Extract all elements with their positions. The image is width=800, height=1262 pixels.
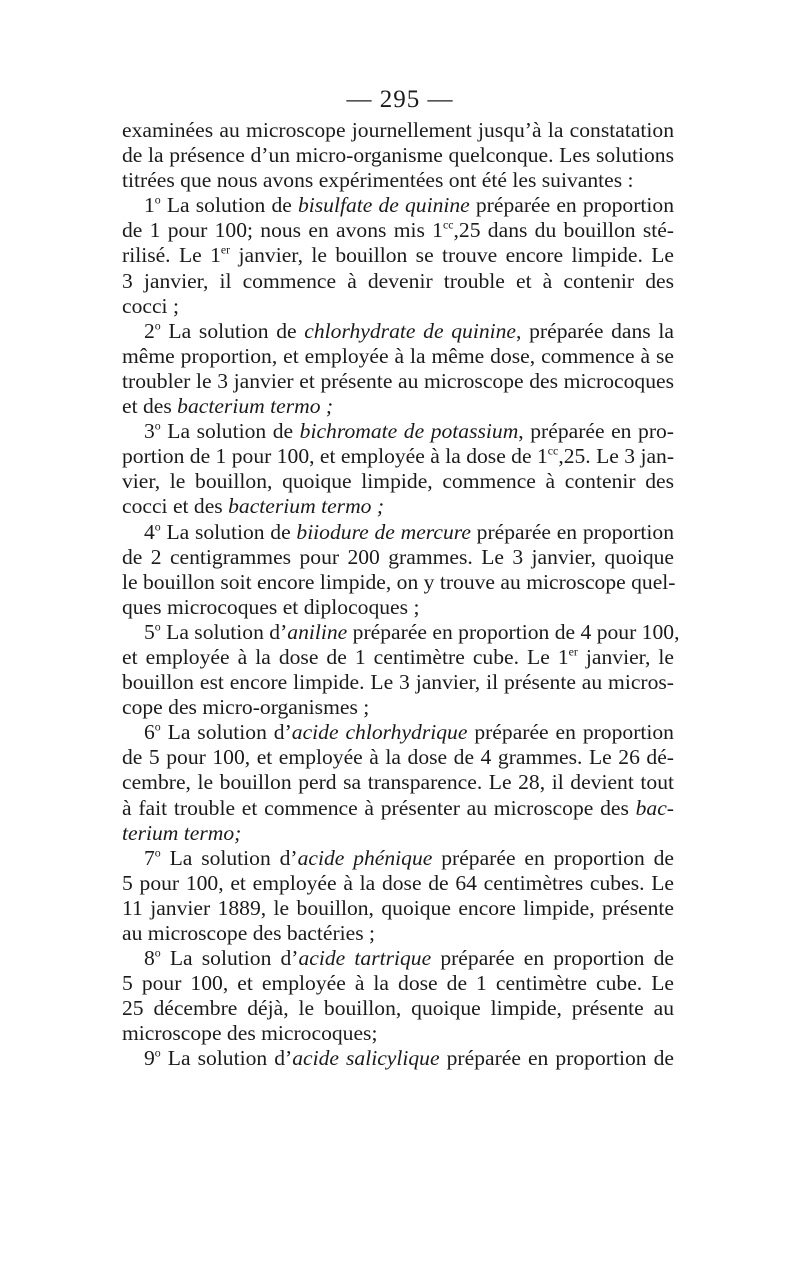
italic-term: biiodure de mercure (296, 519, 471, 544)
text-run: , préparée en pro- (518, 419, 675, 444)
superscript: o (154, 318, 161, 333)
text-run: titrées que nous avons expérimentées ont été les suivantes : (122, 168, 634, 193)
paragraph-item-5 (122, 619, 680, 720)
text-line (122, 394, 674, 419)
text-run: vier, le bouillon, quoique limpide, commence à contenir des (122, 469, 674, 494)
text-line (122, 469, 674, 494)
text-run: 5 pour 100, et employée à la dose de 1 centimètre cube. Le (122, 971, 674, 996)
text-run: de 2 centigrammes pour 200 grammes. Le 3 janvier, quoique (122, 544, 674, 569)
paragraph-item-3 (122, 419, 674, 519)
superscript: er (220, 243, 231, 258)
text-line (122, 695, 674, 720)
text-line (122, 243, 674, 268)
text-line (122, 444, 674, 469)
italic-term: acide salicylique (292, 1046, 440, 1071)
text-run: de la présence d’un micro-organisme quelconque. Les solutions (122, 143, 674, 168)
text-run: , préparée dans la (516, 318, 674, 343)
text-run: 7 (144, 845, 155, 870)
text-line (122, 745, 674, 770)
text-run: cope des micro-organismes ; (122, 695, 370, 720)
text-line (122, 168, 674, 193)
text-run: rilisé. Le 1 (122, 243, 221, 268)
text-run: et des (122, 394, 178, 419)
text-line (122, 996, 674, 1021)
text-run: 25 décembre déjà, le bouillon, quoique limpide, présente au (122, 996, 674, 1021)
text-run: de 1 pour 100; nous en avons mis 1 (122, 218, 443, 243)
paragraph-item-8 (122, 946, 674, 1046)
text-run: janvier, le (577, 644, 674, 669)
text-run: au microscope des bactéries ; (122, 921, 376, 945)
text-run: préparée en proportion de (439, 1046, 674, 1071)
text-run: La solution d’ (160, 1046, 293, 1071)
text-line (122, 1046, 674, 1071)
text-line (122, 720, 674, 745)
superscript: er (568, 644, 578, 659)
text-line (122, 369, 674, 394)
text-line (122, 218, 674, 243)
text-run: à fait trouble et commence à présenter au microscope des (122, 795, 636, 820)
text-line (122, 846, 674, 871)
text-line (122, 344, 674, 369)
text-run: bouillon est encore limpide. Le 3 janvier, il présente au micros- (122, 670, 674, 695)
text-run: préparée en proportion de (431, 946, 674, 971)
text-run: La solution de (160, 193, 298, 218)
text-line (122, 770, 674, 795)
text-run: le bouillon soit encore limpide, on y trouve au microscope quel- (122, 569, 676, 594)
paragraph-item-7 (122, 846, 674, 946)
text-line (122, 143, 674, 168)
paragraph-intro (122, 118, 674, 193)
text-run: préparée en proportion de (432, 845, 674, 870)
italic-term: acide chlorhydrique (291, 720, 468, 745)
text-line (122, 570, 674, 595)
superscript: o (154, 619, 161, 634)
text-line (122, 1021, 674, 1046)
text-line (122, 821, 674, 846)
text-run: 3 janvier, il commence à devenir trouble et à contenir des (122, 268, 674, 293)
text-run: 6 (144, 720, 155, 745)
superscript: o (154, 1046, 161, 1061)
italic-term: bisulfate de quinine (297, 193, 470, 218)
text-run: préparée en proportion de 4 pour 100, (347, 619, 680, 644)
text-run: 1 (144, 193, 155, 218)
italic-term: aniline (287, 619, 348, 644)
text-run: ques microcoques et diplocoques ; (122, 594, 420, 619)
text-run: La solution de (160, 318, 305, 343)
superscript: cc (442, 218, 454, 233)
text-run: cembre, le bouillon perd sa transparence. Le 28, il devient tout (122, 770, 674, 795)
text-run: préparée en proportion (467, 720, 674, 745)
text-run: troubler le 3 janvier et présente au microscope des microcoques (122, 368, 674, 393)
text-line (122, 269, 674, 294)
italic-term: bacterium termo ; (177, 394, 334, 419)
text-line (122, 670, 674, 695)
text-line (122, 946, 674, 971)
text-run: La solution d’ (160, 720, 292, 745)
text-line (122, 595, 674, 620)
text-run: ,25. Le 3 jan- (558, 444, 675, 469)
text-run: préparée en proportion (469, 193, 674, 218)
text-run: 8 (144, 946, 155, 971)
text-line (122, 645, 674, 670)
text-line (122, 294, 674, 319)
text-line (122, 319, 674, 344)
text-line (122, 118, 674, 143)
italic-term: acide tartrique (298, 946, 432, 971)
text-line (122, 896, 674, 921)
superscript: cc (547, 443, 559, 458)
text-run: 2 (144, 318, 155, 343)
superscript: o (154, 845, 161, 860)
text-run: ,25 dans du bouillon sté- (453, 218, 674, 243)
superscript: o (154, 945, 161, 960)
text-line (122, 520, 674, 545)
italic-term: acide phénique (297, 845, 433, 870)
text-run: microscope des microcoques; (122, 1021, 378, 1046)
superscript: o (154, 719, 161, 734)
text-run: cocci et des (122, 494, 229, 519)
text-run: examinées au microscope journellement jusqu’à la constatation (122, 118, 674, 142)
italic-term: chlorhydrate de quinine (304, 318, 517, 343)
text-line (122, 494, 674, 519)
italic-term: terium termo; (122, 820, 242, 845)
paragraph-item-4 (122, 520, 674, 620)
text-run: portion de 1 pour 100, et employée à la dose de 1 (122, 444, 548, 469)
text-line (122, 921, 674, 946)
text-line (122, 419, 674, 444)
italic-term: bichromate de potassium (299, 419, 519, 444)
text-run: La solution d’ (160, 845, 298, 870)
superscript: o (154, 192, 161, 207)
text-line (122, 193, 674, 218)
text-run: même proportion, et employée à la même dose, commence à se (122, 343, 674, 368)
paragraph-item-1 (122, 193, 674, 318)
superscript: o (154, 519, 161, 534)
text-run: 11 janvier 1889, le bouillon, quoique encore limpide, présente (122, 895, 674, 920)
page-number: — 295 — (346, 86, 454, 113)
paragraph-item-9 (122, 1046, 674, 1071)
italic-term: bacterium termo ; (228, 494, 385, 519)
text-run: La solution d’ (160, 619, 288, 644)
page-body-text (122, 118, 680, 1072)
text-run: La solution de (160, 519, 297, 544)
paragraph-item-2 (122, 319, 674, 419)
text-line (122, 796, 674, 821)
superscript: o (154, 418, 161, 433)
text-run: janvier, le bouillon se trouve encore limpide. Le (230, 243, 675, 268)
text-line (122, 619, 680, 645)
text-run: cocci ; (122, 293, 179, 318)
text-run: La solution d’ (160, 946, 299, 971)
text-run: 9 (144, 1046, 155, 1071)
text-run: 5 (144, 619, 155, 644)
text-line (122, 971, 674, 996)
text-line (122, 545, 674, 570)
text-run: 3 (144, 419, 155, 444)
paragraph-item-6 (122, 720, 674, 845)
text-run: 4 (144, 519, 155, 544)
italic-term: bac- (635, 795, 674, 820)
text-run: préparée en proportion (470, 519, 674, 544)
text-line (122, 871, 674, 896)
text-run: 5 pour 100, et employée à la dose de 64 centimètres cubes. Le (122, 870, 674, 895)
text-run: et employée à la dose de 1 centimètre cube. Le 1 (122, 644, 569, 669)
text-run: La solution de (160, 419, 300, 444)
text-run: de 5 pour 100, et employée à la dose de 4 grammes. Le 26 dé- (122, 745, 674, 770)
